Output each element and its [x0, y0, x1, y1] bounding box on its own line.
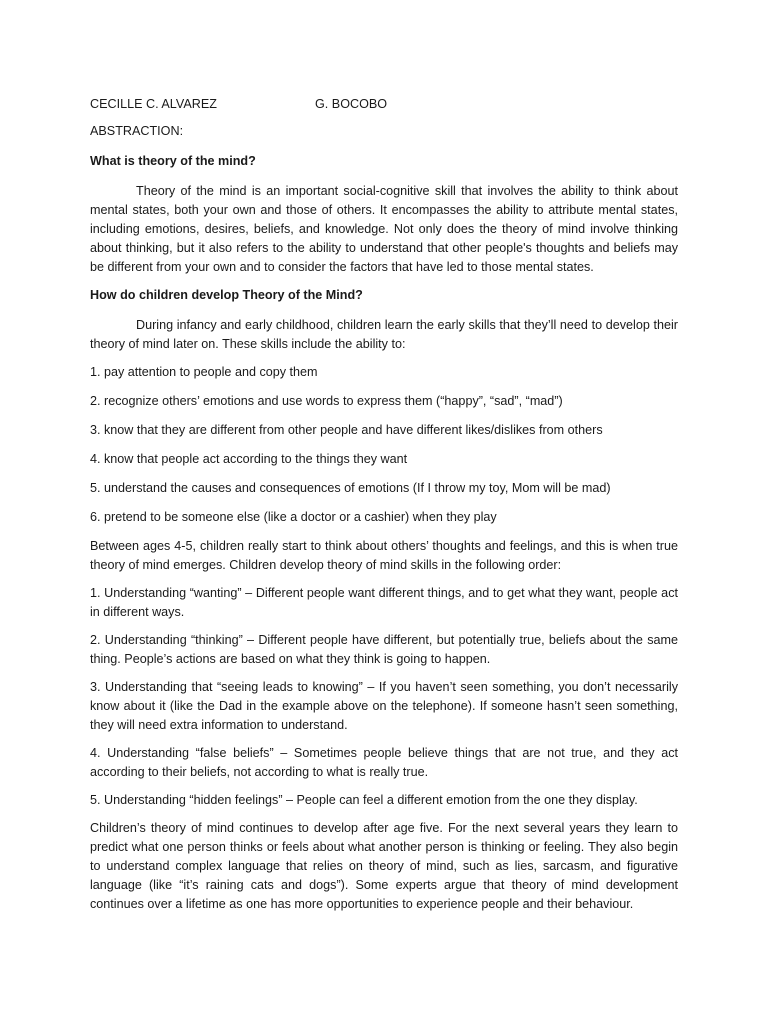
stage-item: 1. Understanding “wanting” – Different people want different things, and to get what they want, people act in different ways.: [90, 586, 678, 619]
question-heading-1: What is theory of the mind?: [90, 154, 256, 168]
abstraction-label: ABSTRACTION:: [90, 124, 184, 138]
author-name: CECILLE C. ALVAREZ: [90, 97, 217, 111]
early-skill-item: 2. recognize others’ emotions and use words to express them (“happy”, “sad”, “mad”): [90, 394, 563, 408]
question-heading-2: How do children develop Theory of the Mind?: [90, 288, 363, 302]
stage-item: 4. Understanding “false beliefs” – Sometimes people believe things that are not true, and they act according to their beliefs, not according to what is really true.: [90, 746, 678, 779]
stage-item: 3. Understanding that “seeing leads to knowing” – If you haven’t seen something, you don’t necessarily know about it (like the Dad in the example above on the telephone). If someone hasn’t seen something, they will need extra information to understand.: [90, 680, 678, 732]
stage-item: 2. Understanding “thinking” – Different people have different, but potentially true, beliefs about the same thing. People’s actions are based on what they think is going to happen.: [90, 633, 678, 666]
closing-paragraph: Children’s theory of mind continues to develop after age five. For the next several years they learn to predict what one person thinks or feels about what another person is thinking or feeling. They also begin to understand complex language that relies on theory of mind, such as lies, sarcasm, and figurative language (like “it’s raining cats and dogs”). Some experts argue that theory of mind development continues over a lifetime as one has more opportunities to experience people and their behaviour.: [90, 821, 678, 911]
section-name: G. BOCOBO: [315, 97, 388, 111]
ages-paragraph: Between ages 4-5, children really start to think about others’ thoughts and feelings, and this is when true theory of mind emerges. Children develop theory of mind skills in the following order:: [90, 539, 678, 572]
question-1-body: Theory of the mind is an important social-cognitive skill that involves the ability to think about mental states, both your own and those of others. It encompasses the ability to attribute mental states, including emotions, desires, beliefs, and knowledge. Not only does the theory of mind involve thinking about thinking, but it also refers to the ability to understand that other people's thoughts and beliefs may be different from your own and to consider the factors that have led to those mental states.: [90, 184, 678, 274]
early-skill-item: 5. understand the causes and consequences of emotions (If I throw my toy, Mom will be mad): [90, 481, 611, 495]
question-2-intro: During infancy and early childhood, children learn the early skills that they’ll need to develop their theory of mind later on. These skills include the ability to:: [90, 318, 678, 351]
early-skill-item: 4. know that people act according to the things they want: [90, 452, 408, 466]
document-header: [90, 95, 678, 114]
early-skill-item: 1. pay attention to people and copy them: [90, 365, 318, 379]
stage-item: 5. Understanding “hidden feelings” – People can feel a different emotion from the one they display.: [90, 793, 638, 807]
early-skill-item: 6. pretend to be someone else (like a doctor or a cashier) when they play: [90, 510, 497, 524]
early-skill-item: 3. know that they are different from other people and have different likes/dislikes from others: [90, 423, 603, 437]
